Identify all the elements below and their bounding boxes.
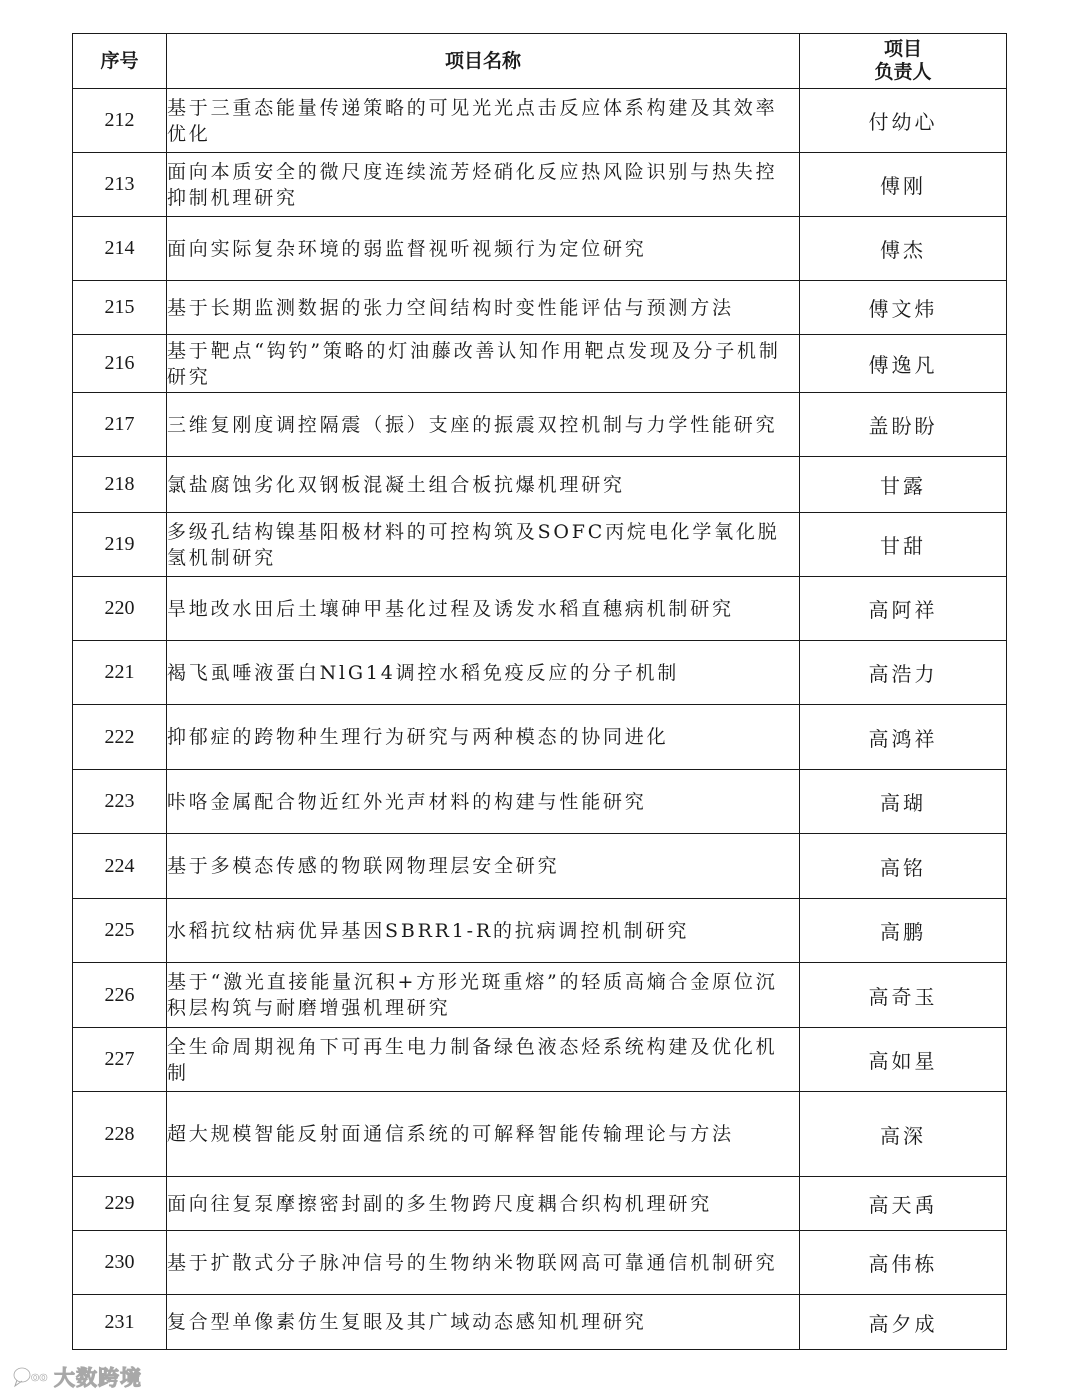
table-row bbox=[73, 1177, 1007, 1231]
row-serial-number: 213 bbox=[73, 153, 167, 217]
row-project-leader: 高伟栋 bbox=[800, 1231, 1007, 1295]
table-row bbox=[73, 963, 1007, 1028]
row-project-leader: 傅逸凡 bbox=[800, 335, 1007, 393]
table-row bbox=[73, 1092, 1007, 1177]
table-row bbox=[73, 834, 1007, 899]
row-serial-number: 222 bbox=[73, 705, 167, 770]
row-project-name: 面向往复泵摩擦密封副的多生物跨尺度耦合织构机理研究 bbox=[167, 1177, 800, 1231]
row-serial-number: 214 bbox=[73, 217, 167, 281]
row-project-leader: 盖盼盼 bbox=[800, 393, 1007, 457]
row-serial-number: 228 bbox=[73, 1092, 167, 1177]
row-project-leader: 甘露 bbox=[800, 457, 1007, 513]
row-project-name: 基于长期监测数据的张力空间结构时变性能评估与预测方法 bbox=[167, 281, 800, 335]
header-serial-number: 序号 bbox=[73, 34, 167, 89]
table-header-row bbox=[73, 34, 1007, 89]
row-project-name: 褐飞虱唾液蛋白NlG14调控水稻免疫反应的分子机制 bbox=[167, 641, 800, 705]
table-row bbox=[73, 577, 1007, 641]
table-row bbox=[73, 641, 1007, 705]
row-project-name: 面向本质安全的微尺度连续流芳烃硝化反应热风险识别与热失控抑制机理研究 bbox=[167, 153, 800, 217]
row-project-leader: 高深 bbox=[800, 1092, 1007, 1177]
table-row bbox=[73, 770, 1007, 834]
row-serial-number: 226 bbox=[73, 963, 167, 1028]
svg-text:oo: oo bbox=[31, 1370, 48, 1384]
row-project-name: 基于“激光直接能量沉积+方形光斑重熔”的轻质高熵合金原位沉积层构筑与耐磨增强机理研究 bbox=[167, 963, 800, 1028]
table-row bbox=[73, 513, 1007, 577]
row-serial-number: 216 bbox=[73, 335, 167, 393]
table-row bbox=[73, 705, 1007, 770]
row-project-leader: 高阿祥 bbox=[800, 577, 1007, 641]
row-project-leader: 高奇玉 bbox=[800, 963, 1007, 1028]
table-row bbox=[73, 393, 1007, 457]
table-row bbox=[73, 1028, 1007, 1092]
table-row bbox=[73, 457, 1007, 513]
header-project-leader bbox=[800, 34, 1007, 89]
row-project-leader: 高鹏 bbox=[800, 899, 1007, 963]
header-project-name: 项目名称 bbox=[167, 34, 800, 89]
table-row bbox=[73, 1295, 1007, 1350]
row-project-name: 基于三重态能量传递策略的可见光光点击反应体系构建及其效率优化 bbox=[167, 89, 800, 153]
row-serial-number: 229 bbox=[73, 1177, 167, 1231]
row-project-name: 全生命周期视角下可再生电力制备绿色液态烃系统构建及优化机制 bbox=[167, 1028, 800, 1092]
row-project-leader: 付幼心 bbox=[800, 89, 1007, 153]
row-project-leader: 高天禹 bbox=[800, 1177, 1007, 1231]
row-project-name: 水稻抗纹枯病优异基因SBRR1-R的抗病调控机制研究 bbox=[167, 899, 800, 963]
row-serial-number: 219 bbox=[73, 513, 167, 577]
row-serial-number: 227 bbox=[73, 1028, 167, 1092]
table-row bbox=[73, 153, 1007, 217]
row-serial-number: 231 bbox=[73, 1295, 167, 1350]
table-row bbox=[73, 89, 1007, 153]
row-project-name: 面向实际复杂环境的弱监督视听视频行为定位研究 bbox=[167, 217, 800, 281]
header-project-leader-line2: 负责人 bbox=[874, 61, 932, 83]
watermark-text: 大数跨境 bbox=[54, 1366, 142, 1390]
row-project-name: 超大规模智能反射面通信系统的可解释智能传输理论与方法 bbox=[167, 1092, 800, 1177]
row-serial-number: 224 bbox=[73, 834, 167, 899]
row-project-leader: 甘甜 bbox=[800, 513, 1007, 577]
table-row bbox=[73, 899, 1007, 963]
row-project-leader: 傅文炜 bbox=[800, 281, 1007, 335]
row-project-name: 基于多模态传感的物联网物理层安全研究 bbox=[167, 834, 800, 899]
table-row bbox=[73, 281, 1007, 335]
row-serial-number: 212 bbox=[73, 89, 167, 153]
row-project-leader: 高瑚 bbox=[800, 770, 1007, 834]
row-serial-number: 230 bbox=[73, 1231, 167, 1295]
row-project-leader: 傅杰 bbox=[800, 217, 1007, 281]
row-project-name: 三维复刚度调控隔震（振）支座的振震双控机制与力学性能研究 bbox=[167, 393, 800, 457]
row-serial-number: 220 bbox=[73, 577, 167, 641]
row-project-name: 基于扩散式分子脉冲信号的生物纳米物联网高可靠通信机制研究 bbox=[167, 1231, 800, 1295]
row-serial-number: 217 bbox=[73, 393, 167, 457]
row-serial-number: 218 bbox=[73, 457, 167, 513]
row-serial-number: 215 bbox=[73, 281, 167, 335]
row-project-name: 抑郁症的跨物种生理行为研究与两种模态的协同进化 bbox=[167, 705, 800, 770]
row-project-leader: 傅刚 bbox=[800, 153, 1007, 217]
table-row bbox=[73, 335, 1007, 393]
row-serial-number: 221 bbox=[73, 641, 167, 705]
watermark bbox=[12, 1362, 142, 1392]
header-project-leader-line1: 项目 bbox=[883, 38, 922, 60]
row-project-leader: 高如星 bbox=[800, 1028, 1007, 1092]
row-project-name: 多级孔结构镍基阳极材料的可控构筑及SOFC丙烷电化学氧化脱氢机制研究 bbox=[167, 513, 800, 577]
row-project-leader: 高夕成 bbox=[800, 1295, 1007, 1350]
table-row bbox=[73, 217, 1007, 281]
row-project-name: 旱地改水田后土壤砷甲基化过程及诱发水稻直穗病机制研究 bbox=[167, 577, 800, 641]
row-project-leader: 高浩力 bbox=[800, 641, 1007, 705]
row-serial-number: 223 bbox=[73, 770, 167, 834]
row-project-name: 基于靶点“钩钓”策略的灯油藤改善认知作用靶点发现及分子机制研究 bbox=[167, 335, 800, 393]
row-serial-number: 225 bbox=[73, 899, 167, 963]
row-project-leader: 高铭 bbox=[800, 834, 1007, 899]
row-project-leader: 高鸿祥 bbox=[800, 705, 1007, 770]
row-project-name: 氯盐腐蚀劣化双钢板混凝土组合板抗爆机理研究 bbox=[167, 457, 800, 513]
row-project-name: 复合型单像素仿生复眼及其广域动态感知机理研究 bbox=[167, 1295, 800, 1350]
project-table bbox=[72, 33, 1007, 1350]
row-project-name: 咔咯金属配合物近红外光声材料的构建与性能研究 bbox=[167, 770, 800, 834]
chat-bubble-logo-icon bbox=[12, 1366, 48, 1388]
table-row bbox=[73, 1231, 1007, 1295]
